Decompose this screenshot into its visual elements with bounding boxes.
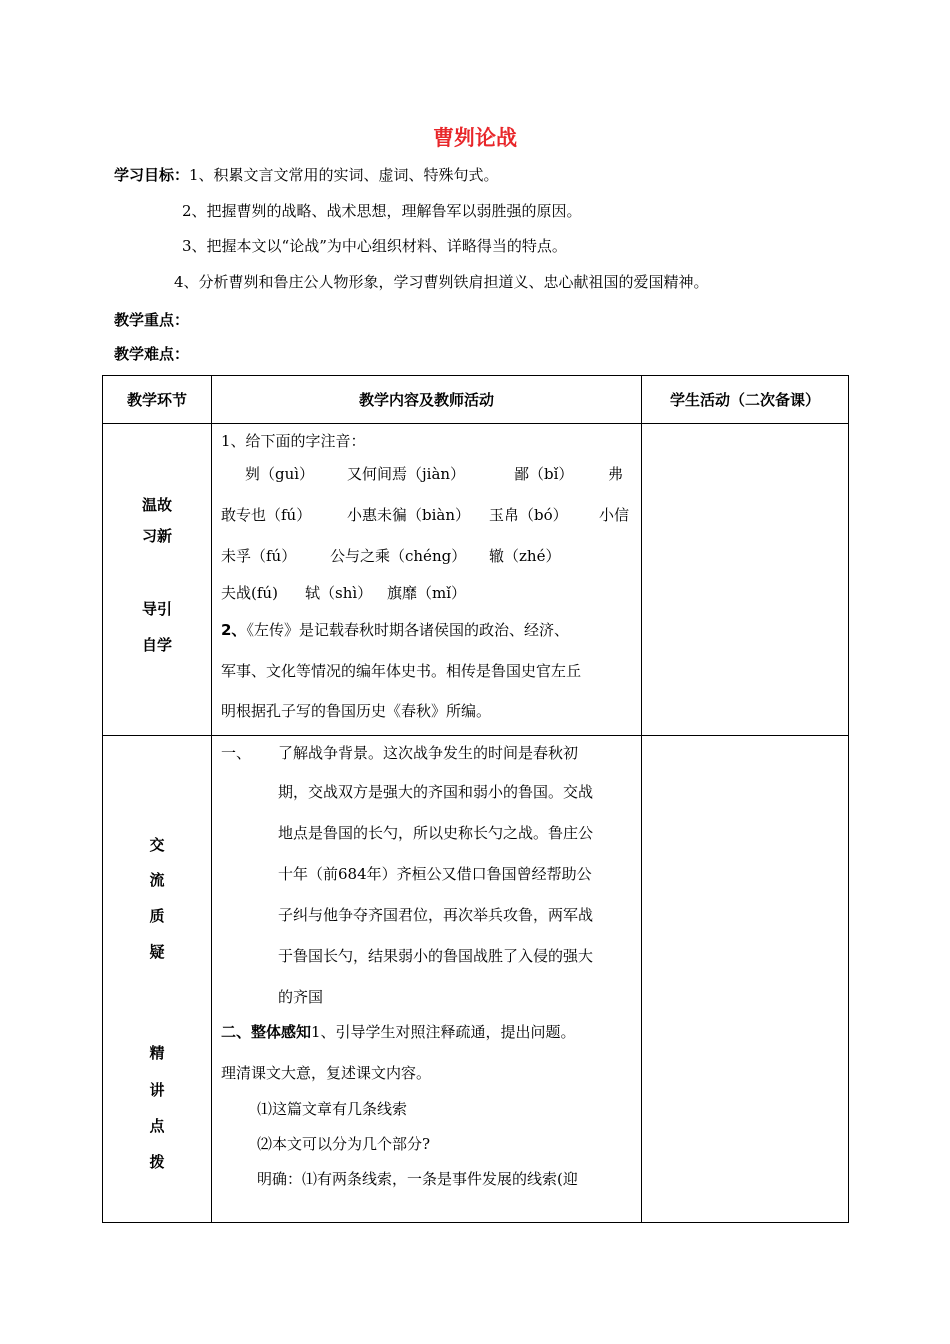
stage-label: 自学 xyxy=(141,636,172,654)
lesson-plan-table xyxy=(102,375,849,1223)
stage-label: 流 xyxy=(149,871,165,889)
content-cell xyxy=(212,736,642,1223)
content-line: 小信 xyxy=(599,506,630,524)
content-line: 了解战争背景。这次战争发生的时间是春秋初 xyxy=(278,744,579,762)
objective-4: 4、分析曹刿和鲁庄公人物形象，学习曹刿铁肩担道义、忠心献祖国的爱国精神。 xyxy=(174,273,709,291)
content-line: 明确：⑴有两条线索，一条是事件发展的线索(迎 xyxy=(257,1170,578,1188)
item-number: 一、 xyxy=(221,744,252,762)
student-activity-cell xyxy=(642,736,849,1223)
content-line: 刿（guì） xyxy=(245,465,315,483)
difficulties-label: 教学难点： xyxy=(114,345,190,363)
stage-label: 精 xyxy=(149,1044,165,1062)
table-row xyxy=(103,736,849,1223)
table-header-row xyxy=(103,376,849,424)
stage-label: 点 xyxy=(149,1117,165,1135)
stage-label: 质 xyxy=(149,907,165,925)
objective-3: 3、把握本文以“论战”为中心组织材料、详略得当的特点。 xyxy=(182,237,567,255)
content-line: 玉帛（bó） xyxy=(489,506,568,524)
content-line: 又何间焉（jiàn） xyxy=(347,465,466,483)
content-line: 二、整体感知1、引导学生对照注释疏通，提出问题。 xyxy=(221,1023,576,1041)
stage-label: 疑 xyxy=(149,943,165,961)
content-line: 1、给下面的字注音： xyxy=(221,432,366,450)
content-line: 子纠与他争夺齐国君位，再次举兵攻鲁，两军战 xyxy=(278,906,594,924)
document-title: 曹刿论战 xyxy=(433,126,517,150)
key-points-label: 教学重点： xyxy=(114,311,190,329)
stage-label: 温故 xyxy=(141,496,172,514)
content-line: 轼（shì） xyxy=(305,584,373,602)
content-line: ⑵本文可以分为几个部分? xyxy=(257,1135,431,1153)
stage-label: 讲 xyxy=(149,1081,165,1099)
content-line: 军事、文化等情况的编年体史书。相传是鲁国史官左丘 xyxy=(221,662,582,680)
objective-2: 2、把握曹刿的战略、战术思想，理解鲁军以弱胜强的原因。 xyxy=(182,202,582,220)
header-student: 学生活动（二次备课） xyxy=(642,376,849,424)
table-row xyxy=(103,424,849,736)
content-line: 于鲁国长勺，结果弱小的鲁国战胜了入侵的强大 xyxy=(278,947,594,965)
content-line: 夫战(fú) xyxy=(221,584,278,602)
content-line: 十年（前684年）齐桓公又借口鲁国曾经帮助公 xyxy=(278,865,592,883)
objectives-label: 学习目标： xyxy=(114,166,190,184)
content-line: 辙（zhé） xyxy=(489,547,561,565)
student-activity-cell xyxy=(642,424,849,736)
content-line: 明根据孔子写的鲁国历史《春秋》所编。 xyxy=(221,702,492,720)
content-line: ⑴这篇文章有几条线索 xyxy=(257,1100,408,1118)
stage-cell xyxy=(103,736,212,1223)
content-line: 理清课文大意，复述课文内容。 xyxy=(221,1064,432,1082)
content-line: 期，交战双方是强大的齐国和弱小的鲁国。交战 xyxy=(278,783,594,801)
content-cell xyxy=(212,424,642,736)
content-line: 小惠未徧（biàn） xyxy=(347,506,471,524)
content-line: 弗 xyxy=(608,465,624,483)
content-line: 旗靡（mǐ） xyxy=(387,584,467,602)
objective-1: 学习目标：1、积累文言文常用的实词、虚词、特殊句式。 xyxy=(114,166,499,184)
stage-label: 拨 xyxy=(149,1153,165,1171)
stage-label: 习新 xyxy=(141,527,172,545)
content-line: 地点是鲁国的长勺，所以史称长勺之战。鲁庄公 xyxy=(278,824,594,842)
content-line: 公与之乘（chéng） xyxy=(330,547,467,565)
content-line: 未孚（fú） xyxy=(221,547,297,565)
content-line: 鄙（bǐ） xyxy=(514,465,574,483)
content-line: 2、《左传》是记载春秋时期各诸侯国的政治、经济、 xyxy=(221,621,569,639)
stage-label: 交 xyxy=(149,836,165,854)
stage-cell xyxy=(103,424,212,736)
header-content: 教学内容及教师活动 xyxy=(212,376,642,424)
stage-label: 导引 xyxy=(141,600,172,618)
content-line: 的齐国 xyxy=(278,988,324,1006)
section-heading: 二、整体感知 xyxy=(221,1023,312,1041)
header-stage: 教学环节 xyxy=(103,376,212,424)
content-line: 敢专也（fú） xyxy=(221,506,312,524)
